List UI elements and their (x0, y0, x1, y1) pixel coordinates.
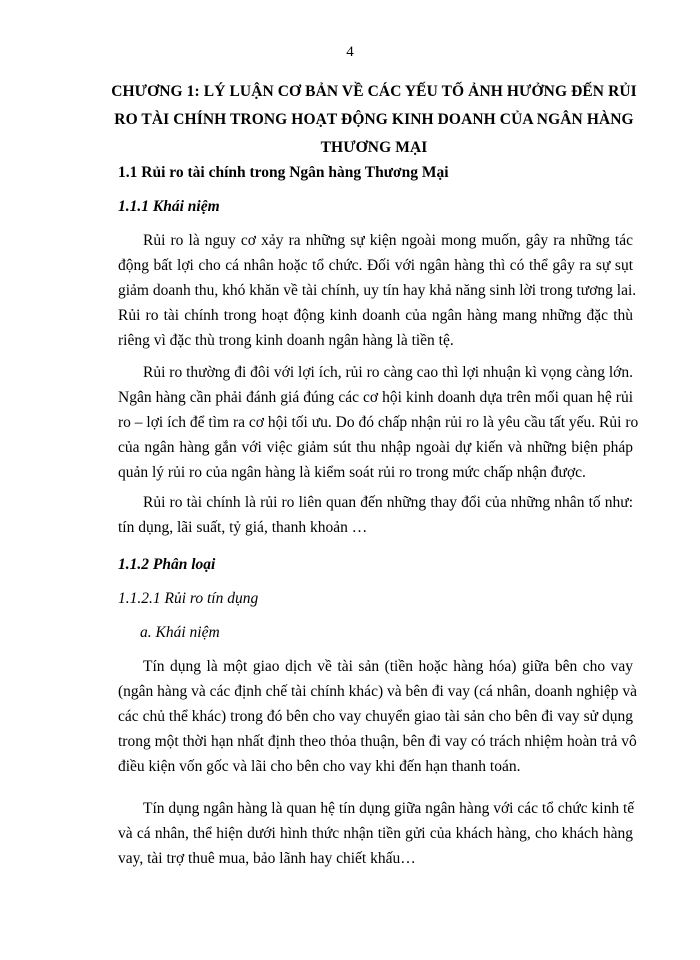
paragraph-risk-benefit (118, 360, 639, 485)
text-line: Tín dụng là một giao dịch về tài sản (tiền hoặc hàng hóa) giữa bên cho vay (143, 658, 633, 675)
text-line: Rủi ro tài chính là rủi ro liên quan đến những thay đổi của những nhân tố như: (143, 494, 633, 511)
text-line: Ngân hàng cần phải đánh giá đúng các cơ hội kinh doanh dựa trên mối quan hệ rủi (118, 389, 633, 406)
text-line: (ngân hàng và các định chế tài chính khác) và bên đi vay (cá nhân, doanh nghiệp và (118, 683, 638, 700)
section-heading-1-1-2: 1.1.2 Phân loại (118, 556, 216, 573)
section-heading-1-1-1: 1.1.1 Khái niệm (118, 198, 220, 215)
text-line: trong một thời hạn nhất định theo thỏa thuận, bên đi vay có trách nhiệm hoàn trả vô (118, 733, 637, 750)
text-line: Rủi ro tài chính trong hoạt động kinh doanh của ngân hàng mang những đặc thù (118, 307, 633, 324)
page-number: 4 (346, 44, 354, 60)
text-line: của ngân hàng gắn với việc giảm sút thu nhập ngoài dự kiến và những biện pháp (118, 439, 633, 456)
section-heading-1-1-2-1: 1.1.2.1 Rủi ro tín dụng (118, 590, 259, 607)
text-line: ro – lợi ích để tìm ra cơ hội tối ưu. Do đó chấp nhận rủi ro là yêu cầu tất yếu. Rủi ro (118, 414, 639, 431)
chapter-title (104, 78, 644, 162)
text-line: điều kiện vốn gốc và lãi cho bên cho vay khi đến hạn thanh toán. (118, 758, 521, 775)
paragraph-financial-risk (118, 490, 633, 540)
text-line: Rủi ro thường đi đôi với lợi ích, rủi ro càng cao thì lợi nhuận kì vọng càng lớn. (143, 364, 633, 381)
chapter-title-line: RO TÀI CHÍNH TRONG HOẠT ĐỘNG KINH DOANH CỦA NGÂN HÀNG (114, 111, 634, 128)
text-line: Rủi ro là nguy cơ xảy ra những sự kiện ngoài mong muốn, gây ra những tác (143, 232, 633, 249)
text-line: giảm doanh thu, khó khăn về tài chính, uy tín hay khả năng sinh lời trong tương lai. (118, 282, 637, 299)
text-line: động bất lợi cho cá nhân hoặc tổ chức. Đối với ngân hàng thì có thể gây ra sự sụt (118, 257, 633, 274)
chapter-title-line: CHƯƠNG 1: LÝ LUẬN CƠ BẢN VỀ CÁC YẾU TỐ ẢNH HƯỞNG ĐẾN RỦI (111, 83, 637, 100)
section-heading-1-1: 1.1 Rủi ro tài chính trong Ngân hàng Thương Mại (118, 164, 449, 181)
paragraph-credit (118, 654, 638, 779)
text-line: các chủ thể khác) trong đó bên cho vay chuyển giao tài sản cho bên đi vay sử dụng (118, 708, 633, 725)
chapter-title-line: THƯƠNG MẠI (320, 139, 428, 156)
text-line: quản lý rủi ro của ngân hàng là kiểm soát rủi ro trong mức chấp nhận được. (118, 464, 586, 481)
subsection-heading-a: a. Khái niệm (140, 624, 220, 641)
text-line: vay, tài trợ thuê mua, bảo lãnh hay chiết khấu… (118, 850, 416, 867)
paragraph-bank-credit (118, 796, 633, 871)
text-line: tín dụng, lãi suất, tỷ giá, thanh khoản … (118, 519, 368, 536)
text-line: riêng vì đặc thù trong kinh doanh ngân hàng là tiền tệ. (118, 332, 454, 349)
paragraph-definition (118, 228, 637, 353)
text-line: Tín dụng ngân hàng là quan hệ tín dụng giữa ngân hàng với các tổ chức kinh tế (143, 800, 635, 817)
text-line: và cá nhân, thể hiện dưới hình thức nhận tiền gửi của khách hàng, cho khách hàng (118, 825, 633, 842)
